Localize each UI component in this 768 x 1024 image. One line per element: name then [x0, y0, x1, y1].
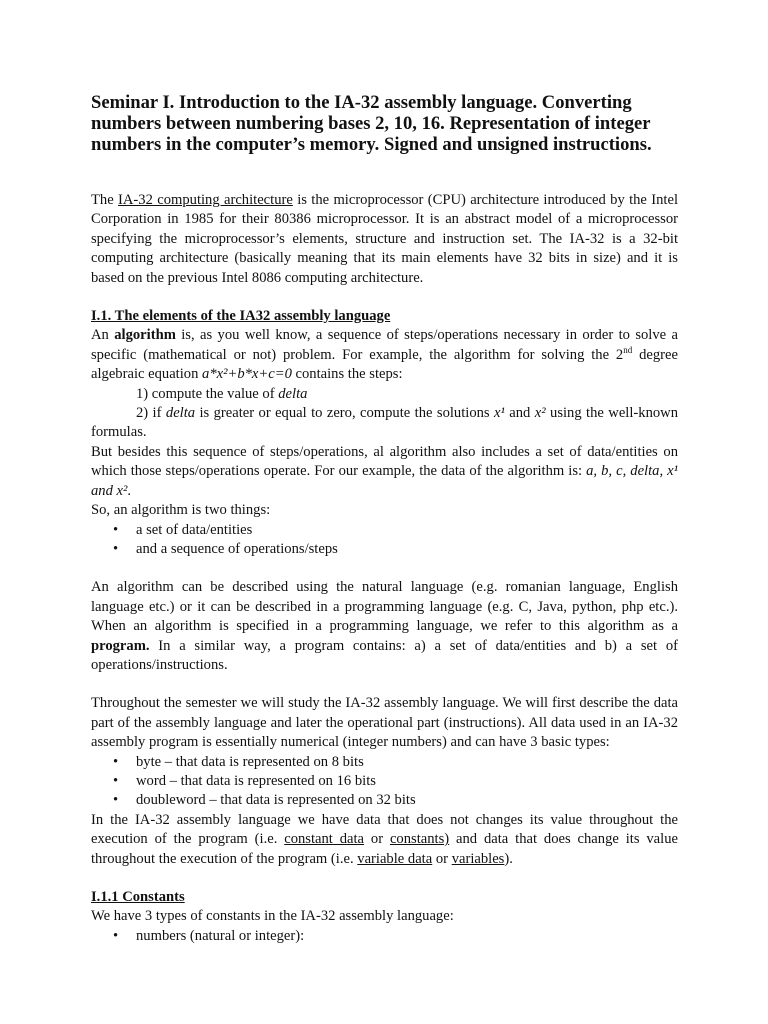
data-types-bullets — [91, 753, 678, 811]
intro-text-post: is the microprocessor (CPU) architecture introduced by the Intel Corporation in 1985 for their 80386 microprocessor. It is an abstract model of a microprocessor specifying the microprocessor’s elements, structure and instruction set. The IA-32 is a 32-bit computing architecture (basically meaning that its main elements have 32 bits in size) and it is based on the previous Intel 8086 computing architecture. — [91, 192, 678, 286]
data-paragraph — [91, 443, 678, 501]
superscript: nd — [623, 344, 633, 355]
text-run: 1) compute the value of — [136, 385, 279, 402]
text-run: But besides this sequence of steps/operations, al algorithm also includes a set of data/entities on which those steps/operations operate. For our example, the data of the algorithm is: — [91, 443, 678, 480]
text-run: In a similar way, a program contains: a) a set of data/entities and b) a set of operations/instructions. — [91, 637, 678, 673]
constants-variables-paragraph — [91, 811, 678, 869]
text-run: is, as you well know, a sequence of steps/operations necessary in order to solve a specific (mathematical or not) problem. For example, the algorithm for solving the 2 — [91, 327, 678, 363]
x1-term: x¹ — [494, 405, 505, 422]
algorithm-two-things: So, an algorithm is two things: — [91, 502, 271, 519]
text-run: In the IA-32 assembly language we have data that does not changes its value throughout the execution of the program (i.e. — [91, 811, 678, 848]
text-run: ). — [504, 850, 513, 867]
delta-term: delta — [278, 385, 308, 402]
intro-text-pre: The — [91, 192, 119, 208]
bullet-icon: • — [113, 927, 119, 944]
bullet-icon: • — [113, 753, 119, 770]
text-run: 2) if — [136, 405, 166, 422]
text-run: is greater or equal to zero, compute the solutions — [195, 405, 495, 422]
algorithm-paragraph — [91, 326, 678, 384]
list-item-text: a set of data/entities — [136, 521, 253, 538]
algorithm-term: algorithm — [114, 327, 176, 344]
section-heading-constants: I.1.1 Constants — [91, 889, 185, 905]
page-title: Seminar I. Introduction to the IA-32 assembly language. Converting numbers between numbering bases 2, 10, 16. Representation of integer numbers in the computer’s memory. Signed and unsigned instructions. — [91, 92, 652, 155]
program-paragraph — [91, 578, 678, 675]
text-run: or — [432, 850, 452, 867]
text-run: An algorithm can be described using the natural language (e.g. romanian language, English language etc.) or it can be described in a programming language (e.g. C, Java, python, php etc.). When an algorithm is specified in a programming language, we refer to this algorithm as a — [91, 579, 678, 635]
bullet-icon: • — [113, 792, 119, 809]
list-item-text: byte – that data is represented on 8 bits — [136, 753, 364, 770]
list-item — [91, 521, 678, 540]
text-run: and data that does change its value throughout the execution of the program (i.e. — [91, 831, 678, 867]
text-run: using the well-known formulas. — [91, 405, 678, 441]
list-item — [91, 772, 678, 791]
list-item-text: doubleword – that data is represented on 32 bits — [136, 792, 416, 809]
text-run: degree algebraic equation — [91, 346, 678, 383]
list-item-text: word – that data is represented on 16 bits — [136, 772, 376, 789]
constant-data-link[interactable]: constant data — [284, 831, 365, 848]
constants-intro: We have 3 types of constants in the IA-32 assembly language: — [91, 908, 454, 925]
list-item — [91, 540, 678, 559]
text-run: and — [504, 405, 535, 422]
bullet-icon: • — [113, 772, 119, 789]
text-run: or — [364, 831, 390, 848]
text-run: . — [127, 482, 132, 499]
semester-paragraph: Throughout the semester we will study the IA-32 assembly language. We will first describe the data part of the assembly language and later the operational part (instructions). All data used in an IA-32 assembly program is essentially numerical (integer numbers) and can have 3 basic types: — [91, 695, 678, 751]
list-item-text: and a sequence of operations/steps — [136, 540, 338, 557]
section-heading-elements: I.1. The elements of the IA32 assembly language — [91, 308, 391, 325]
text-run: contains the steps: — [291, 366, 403, 383]
data-list-italic: a, b, c, delta, x¹ and x² — [91, 463, 678, 499]
delta-term: delta — [165, 405, 196, 422]
constants-link[interactable]: constants) — [389, 831, 450, 848]
constants-bullets — [91, 927, 678, 946]
document-page — [91, 92, 678, 946]
bullet-icon: • — [113, 521, 119, 538]
ia32-architecture-link[interactable]: IA-32 computing architecture — [118, 192, 293, 208]
x2-term: x² — [534, 405, 546, 422]
intro-paragraph — [91, 191, 678, 288]
variable-data-link[interactable]: variable data — [357, 850, 433, 867]
bullet-icon: • — [113, 540, 119, 557]
step-1 — [91, 385, 678, 404]
list-item — [91, 753, 678, 772]
text-run: An — [91, 327, 115, 344]
variables-link[interactable]: variables — [451, 850, 505, 867]
list-item-text: numbers (natural or integer): — [136, 927, 305, 944]
step-2 — [91, 404, 678, 443]
list-item — [91, 927, 678, 946]
equation: a*x²+b*x+c=0 — [202, 366, 292, 383]
program-term: program. — [91, 637, 150, 654]
list-item — [91, 791, 678, 810]
algorithm-bullets — [91, 521, 678, 560]
